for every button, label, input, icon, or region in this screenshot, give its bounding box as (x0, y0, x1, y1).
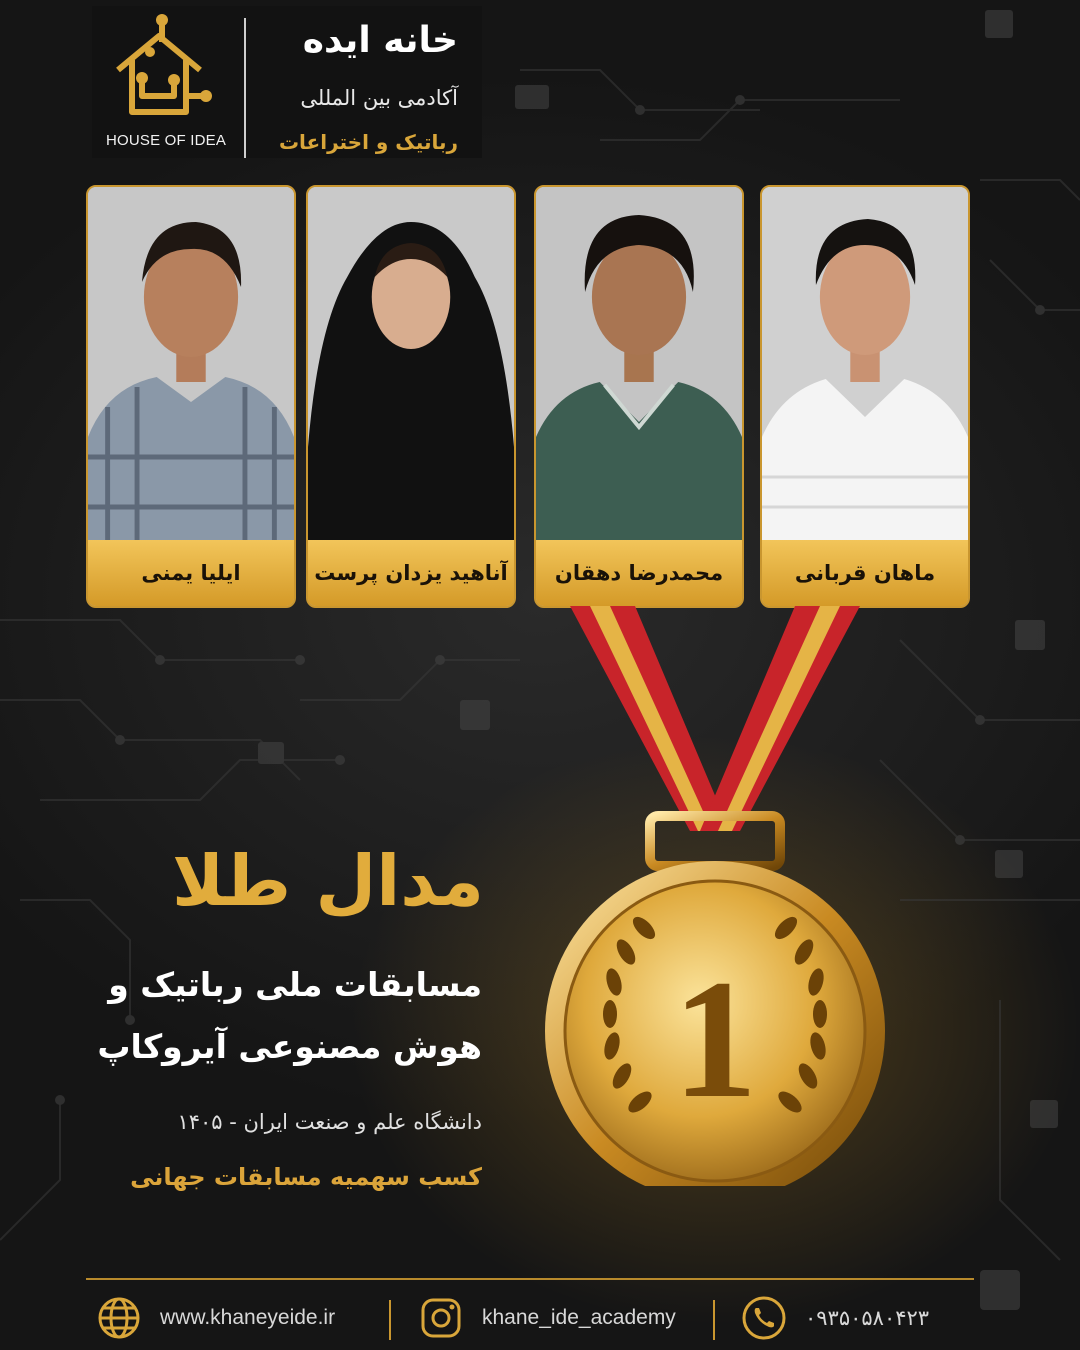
name-plate (88, 540, 294, 606)
phone-icon (741, 1295, 787, 1341)
brand-title: خانه ایده (302, 20, 458, 61)
globe-icon (96, 1295, 142, 1341)
name-plate (762, 540, 968, 606)
student-name: آناهید یزدان پرست (314, 561, 508, 585)
student-card (534, 185, 744, 608)
footer (86, 1290, 974, 1346)
brand-subtitle: آکادمی بین المللی (300, 86, 458, 110)
footer-separator (713, 1300, 715, 1340)
brand-english-name: HOUSE OF IDEA (105, 132, 227, 149)
instagram-link[interactable] (418, 1290, 676, 1346)
house-circuit-icon (104, 12, 214, 120)
student-name: محمدرضا دهقان (554, 561, 724, 585)
student-card (306, 185, 516, 608)
footer-divider (86, 1278, 974, 1280)
website-link[interactable] (96, 1290, 335, 1346)
student-photo (88, 187, 294, 543)
student-name: ایلیا یمنی (141, 561, 241, 585)
gold-medal (540, 606, 890, 1186)
brand-logo (92, 6, 482, 158)
student-photo (536, 187, 742, 543)
name-plate (536, 540, 742, 606)
brand-tagline: رباتیک و اختراعات (278, 130, 458, 154)
phone-number: ۰۹۳۵۰۵۸۰۴۲۳ (805, 1306, 930, 1330)
medal-number: 1 (672, 945, 758, 1133)
student-card (86, 185, 296, 608)
quota-text: کسب سهمیه مسابقات جهانی (130, 1163, 482, 1191)
student-photo (308, 187, 514, 543)
competition-title-line1: مسابقات ملی رباتیک و (108, 965, 482, 1004)
student-name: ماهان قربانی (794, 561, 936, 585)
headline: مدال طلا (172, 840, 484, 922)
student-cards (86, 185, 976, 608)
phone-link[interactable] (741, 1290, 929, 1346)
instagram-handle: khane_ide_academy (482, 1306, 676, 1329)
student-photo (762, 187, 968, 543)
instagram-icon (418, 1295, 464, 1341)
footer-separator (389, 1300, 391, 1340)
student-card (760, 185, 970, 608)
website-text: www.khaneyeide.ir (160, 1306, 336, 1329)
name-plate (308, 540, 514, 606)
venue-text: دانشگاه علم و صنعت ایران - ۱۴۰۵ (177, 1110, 482, 1134)
competition-title-line2: هوش مصنوعی آیروکاپ (97, 1027, 482, 1066)
logo-divider (244, 18, 246, 158)
